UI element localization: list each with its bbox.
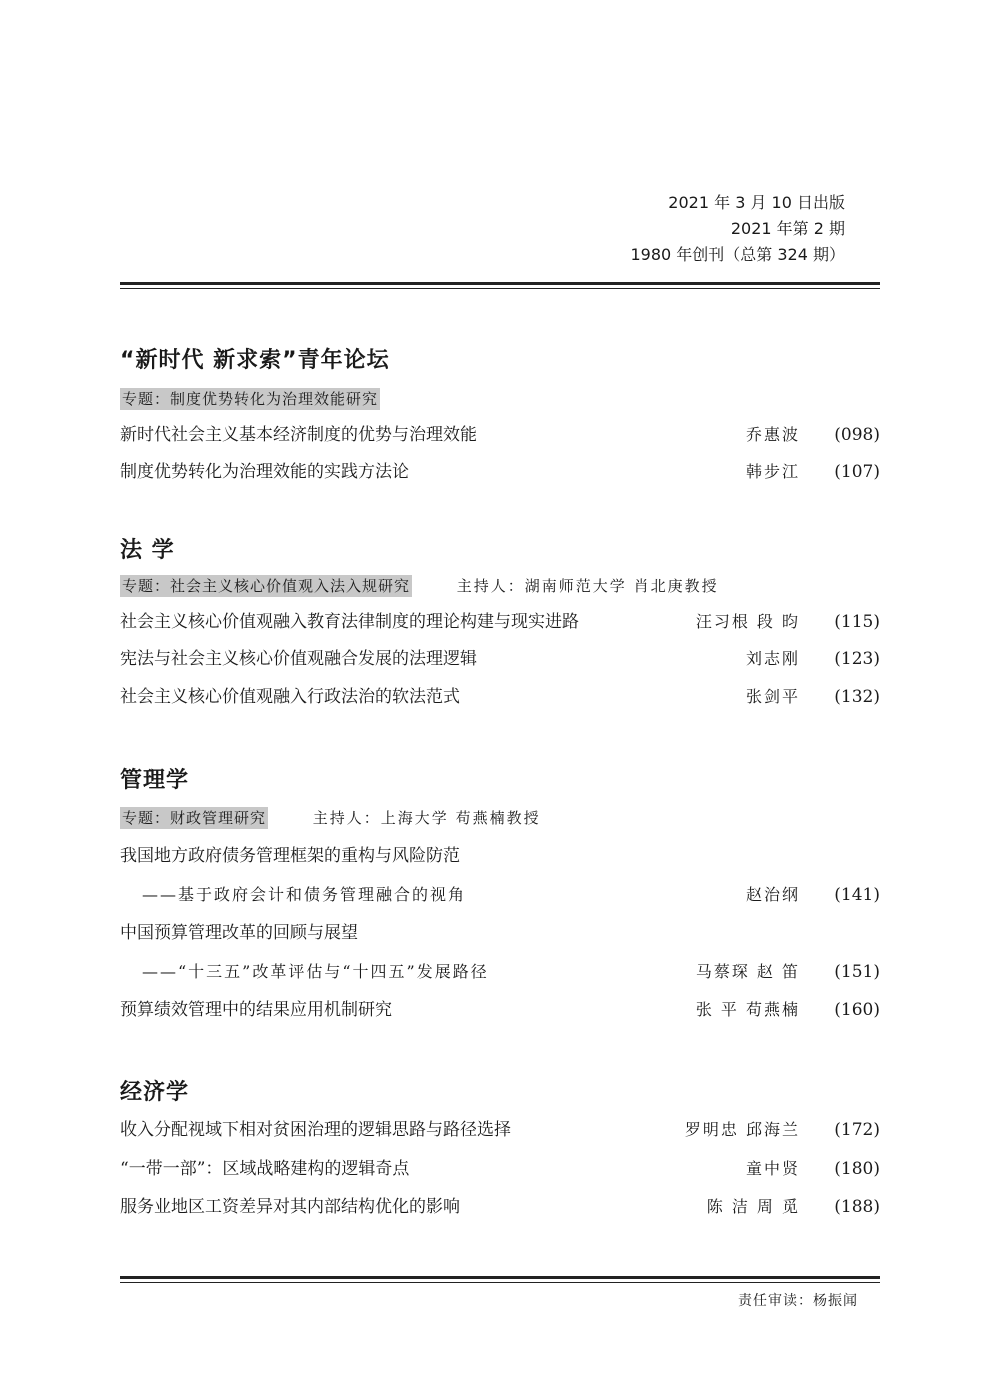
toc-entry[interactable] [120,458,880,486]
entry-title: 我国地方政府债务管理框架的重构与风险防范 [120,846,460,866]
publication-info [630,190,845,268]
entry-title: “一带一部”：区域战略建构的逻辑奇点 [120,1159,410,1179]
top-divider-thick [120,282,880,285]
entry-author: 刘志刚 [745,649,800,668]
entry-author: 罗明忠 邱海兰 [684,1120,800,1139]
entry-page: (141) [834,885,880,905]
toc-entry[interactable] [120,608,880,636]
entry-title: 服务业地区工资差异对其内部结构优化的影响 [120,1197,460,1217]
entry-author: 童中贤 [745,1159,800,1178]
entry-page: (160) [834,1000,880,1020]
topic-law [120,575,719,596]
entry-page: (098) [834,425,880,445]
entry-title: 社会主义核心价值观融入教育法律制度的理论构建与现实进路 [120,612,579,632]
topic-tag: 专题：财政管理研究 [122,809,267,827]
section-title-forum: “新时代 新求索”青年论坛 [120,348,390,373]
entry-title: 中国预算管理改革的回顾与展望 [120,923,358,943]
entry-subtitle: ——“十三五”改革评估与“十四五”发展路径 [142,962,489,981]
top-divider-thin [120,288,880,289]
toc-entry[interactable] [120,683,880,711]
entry-page: (151) [834,962,880,982]
topic-forum [120,388,380,409]
entry-title: 制度优势转化为治理效能的实践方法论 [120,462,409,482]
bottom-divider-thick [120,1276,880,1279]
entry-title: 预算绩效管理中的结果应用机制研究 [120,1000,392,1020]
bottom-divider-thin [120,1282,880,1283]
entry-page: (123) [834,649,880,669]
entry-author: 赵治纲 [745,885,800,904]
section-title-management: 管理学 [120,768,190,793]
entry-author: 张剑平 [745,687,800,706]
entry-page: (115) [834,612,880,632]
issue-number: 2021 年第 2 期 [730,219,845,238]
entry-page: (188) [834,1197,880,1217]
topic-host: 主持人：湖南师范大学 肖北庚教授 [456,577,719,595]
entry-page: (172) [834,1120,880,1140]
entry-author: 韩步江 [745,462,800,481]
entry-title: 宪法与社会主义核心价值观融合发展的法理逻辑 [120,649,477,669]
editor-credit: 责任审读：杨振闻 [738,1293,858,1309]
toc-entry[interactable] [120,842,880,870]
toc-entry-subtitle[interactable] [120,958,880,986]
entry-subtitle: ——基于政府会计和债务管理融合的视角 [142,885,467,904]
topic-management [120,807,541,828]
entry-page: (180) [834,1159,880,1179]
section-title-law: 法 学 [120,538,175,563]
entry-title: 新时代社会主义基本经济制度的优势与治理效能 [120,425,477,445]
topic-tag: 专题：制度优势转化为治理效能研究 [122,390,379,408]
topic-tag: 专题：社会主义核心价值观入法入规研究 [122,577,411,595]
toc-entry[interactable] [120,919,880,947]
toc-entry[interactable] [120,645,880,673]
entry-page: (107) [834,462,880,482]
publish-date: 2021 年 3 月 10 日出版 [668,193,845,212]
toc-entry[interactable] [120,421,880,449]
toc-entry-subtitle[interactable] [120,881,880,909]
section-title-economics: 经济学 [120,1080,190,1105]
entry-title: 收入分配视域下相对贫困治理的逻辑思路与路径选择 [120,1120,511,1140]
entry-page: (132) [834,687,880,707]
entry-author: 陈 洁 周 觅 [706,1197,800,1216]
toc-entry[interactable] [120,1193,880,1221]
founded-info: 1980 年创刊（总第 324 期） [630,245,845,264]
toc-entry[interactable] [120,996,880,1024]
entry-author: 马蔡琛 赵 笛 [695,962,800,981]
entry-author: 张 平 苟燕楠 [695,1000,800,1019]
toc-entry[interactable] [120,1116,880,1144]
topic-host: 主持人：上海大学 苟燕楠教授 [312,809,541,827]
toc-entry[interactable] [120,1155,880,1183]
entry-title: 社会主义核心价值观融入行政法治的软法范式 [120,687,460,707]
entry-author: 乔惠波 [745,425,800,444]
entry-author: 汪习根 段 昀 [695,612,800,631]
